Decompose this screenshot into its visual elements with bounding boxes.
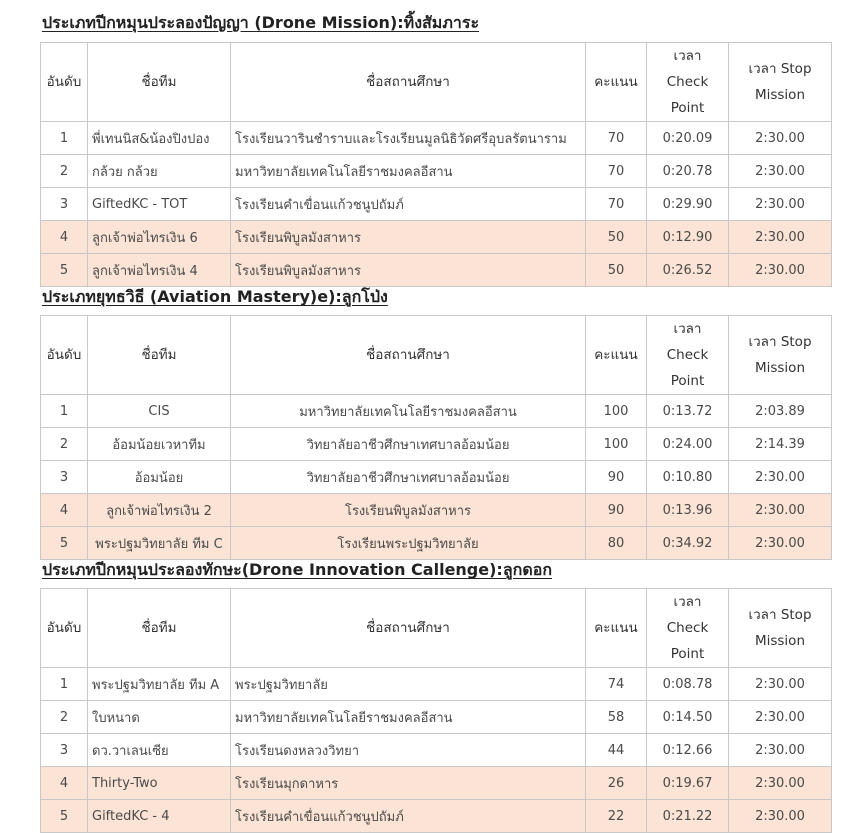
cell-school: โรงเรียนดงหลวงวิทยา: [231, 734, 586, 767]
cell-team: Thirty-Two: [88, 767, 231, 800]
table-header-row: [41, 43, 832, 122]
cell-rank: 5: [41, 800, 88, 833]
cell-rank: 1: [41, 668, 88, 701]
cell-school: มหาวิทยาลัยเทคโนโลยีราชมงคลอีสาน: [231, 395, 586, 428]
cell-team: พี่เทนนิส&น้องปิงปอง: [88, 122, 231, 155]
cell-rank: 3: [41, 461, 88, 494]
cell-team: ลูกเจ้าพ่อไทรเงิน 6: [88, 221, 231, 254]
header-team: ชื่อทีม: [88, 316, 231, 395]
cell-check-point: 0:20.78: [647, 155, 729, 188]
table-row: [41, 527, 832, 560]
cell-rank: 1: [41, 395, 88, 428]
cell-school: โรงเรียนคำเขื่อนแก้วชนูปถัมภ์: [231, 800, 586, 833]
cell-rank: 4: [41, 221, 88, 254]
cell-rank: 3: [41, 188, 88, 221]
table-row: [41, 494, 832, 527]
table-row: [41, 122, 832, 155]
cell-school: โรงเรียนพิบูลมังสาหาร: [231, 494, 586, 527]
cell-rank: 2: [41, 428, 88, 461]
cell-stop-mission: 2:30.00: [729, 527, 832, 560]
cell-stop-mission: 2:30.00: [729, 494, 832, 527]
header-score: คะแนน: [586, 316, 647, 395]
cell-stop-mission: 2:30.00: [729, 800, 832, 833]
header-stop-mission: เวลา Stop Mission: [729, 316, 832, 395]
cell-team: ใบหนาด: [88, 701, 231, 734]
cell-score: 70: [586, 122, 647, 155]
cell-check-point: 0:12.66: [647, 734, 729, 767]
cell-team: CIS: [88, 395, 231, 428]
cell-school: โรงเรียนวารินชำราบและโรงเรียนมูลนิธิวัดศรีอุบลรัตนาราม: [231, 122, 586, 155]
cell-stop-mission: 2:30.00: [729, 767, 832, 800]
header-rank: อันดับ: [41, 43, 88, 122]
cell-school: โรงเรียนพิบูลมังสาหาร: [231, 254, 586, 287]
cell-stop-mission: 2:30.00: [729, 155, 832, 188]
header-check-point: เวลา Check Point: [647, 316, 729, 395]
cell-team: กล้วย กล้วย: [88, 155, 231, 188]
cell-score: 44: [586, 734, 647, 767]
cell-rank: 3: [41, 734, 88, 767]
table-row: [41, 668, 832, 701]
cell-rank: 2: [41, 155, 88, 188]
cell-stop-mission: 2:30.00: [729, 734, 832, 767]
cell-team: พระปฐมวิทยาลัย ทีม A: [88, 668, 231, 701]
cell-check-point: 0:29.90: [647, 188, 729, 221]
table-header-row: [41, 316, 832, 395]
cell-school: วิทยาลัยอาชีวศึกษาเทศบาลอ้อมน้อย: [231, 461, 586, 494]
cell-score: 50: [586, 254, 647, 287]
cell-rank: 4: [41, 767, 88, 800]
header-score: คะแนน: [586, 43, 647, 122]
cell-score: 100: [586, 395, 647, 428]
cell-stop-mission: 2:30.00: [729, 668, 832, 701]
header-stop-mission: เวลา Stop Mission: [729, 43, 832, 122]
cell-check-point: 0:26.52: [647, 254, 729, 287]
header-team: ชื่อทีม: [88, 43, 231, 122]
cell-rank: 4: [41, 494, 88, 527]
cell-team: อ้อมน้อยเวหาทีม: [88, 428, 231, 461]
cell-school: วิทยาลัยอาชีวศึกษาเทศบาลอ้อมน้อย: [231, 428, 586, 461]
cell-stop-mission: 2:30.00: [729, 461, 832, 494]
cell-stop-mission: 2:30.00: [729, 701, 832, 734]
cell-check-point: 0:24.00: [647, 428, 729, 461]
results-table: [40, 588, 832, 833]
header-school: ชื่อสถานศึกษา: [231, 43, 586, 122]
cell-rank: 5: [41, 254, 88, 287]
cell-score: 70: [586, 155, 647, 188]
header-rank: อันดับ: [41, 316, 88, 395]
cell-check-point: 0:08.78: [647, 668, 729, 701]
cell-school: มหาวิทยาลัยเทคโนโลยีราชมงคลอีสาน: [231, 155, 586, 188]
cell-rank: 5: [41, 527, 88, 560]
results-table: [40, 42, 832, 287]
cell-score: 58: [586, 701, 647, 734]
cell-team: พระปฐมวิทยาลัย ทีม C: [88, 527, 231, 560]
header-rank: อันดับ: [41, 589, 88, 668]
table-row: [41, 701, 832, 734]
section-title: ประเภทยุทธวิธี (Aviation Mastery)e):ลูกโป่ง: [42, 287, 388, 306]
cell-stop-mission: 2:30.00: [729, 221, 832, 254]
cell-check-point: 0:12.90: [647, 221, 729, 254]
cell-rank: 2: [41, 701, 88, 734]
cell-stop-mission: 2:30.00: [729, 122, 832, 155]
section-title: ประเภทปีกหมุนประลองทักษะ(Drone Innovation Callenge):ลูกดอก: [42, 560, 552, 579]
cell-score: 90: [586, 461, 647, 494]
cell-score: 70: [586, 188, 647, 221]
cell-check-point: 0:13.72: [647, 395, 729, 428]
header-check-point: เวลา Check Point: [647, 589, 729, 668]
cell-score: 100: [586, 428, 647, 461]
table-row: [41, 395, 832, 428]
table-header-row: [41, 589, 832, 668]
header-team: ชื่อทีม: [88, 589, 231, 668]
table-row: [41, 188, 832, 221]
cell-team: ลูกเจ้าพ่อไทรเงิน 4: [88, 254, 231, 287]
cell-stop-mission: 2:14.39: [729, 428, 832, 461]
cell-check-point: 0:10.80: [647, 461, 729, 494]
header-school: ชื่อสถานศึกษา: [231, 316, 586, 395]
cell-score: 50: [586, 221, 647, 254]
cell-stop-mission: 2:30.00: [729, 254, 832, 287]
cell-check-point: 0:34.92: [647, 527, 729, 560]
cell-score: 90: [586, 494, 647, 527]
cell-school: พระปฐมวิทยาลัย: [231, 668, 586, 701]
table-row: [41, 254, 832, 287]
header-score: คะแนน: [586, 589, 647, 668]
cell-team: GiftedKC - 4: [88, 800, 231, 833]
cell-school: โรงเรียนคำเขื่อนแก้วชนูปถัมภ์: [231, 188, 586, 221]
cell-score: 26: [586, 767, 647, 800]
cell-team: ดว.วาเลนเซีย: [88, 734, 231, 767]
table-row: [41, 734, 832, 767]
cell-score: 80: [586, 527, 647, 560]
header-stop-mission: เวลา Stop Mission: [729, 589, 832, 668]
cell-school: โรงเรียนมุกดาหาร: [231, 767, 586, 800]
cell-check-point: 0:13.96: [647, 494, 729, 527]
cell-stop-mission: 2:30.00: [729, 188, 832, 221]
table-row: [41, 767, 832, 800]
cell-check-point: 0:14.50: [647, 701, 729, 734]
cell-school: โรงเรียนพระปฐมวิทยาลัย: [231, 527, 586, 560]
table-row: [41, 221, 832, 254]
cell-check-point: 0:20.09: [647, 122, 729, 155]
cell-score: 74: [586, 668, 647, 701]
cell-score: 22: [586, 800, 647, 833]
results-table: [40, 315, 832, 560]
cell-rank: 1: [41, 122, 88, 155]
table-row: [41, 428, 832, 461]
cell-check-point: 0:21.22: [647, 800, 729, 833]
cell-team: GiftedKC - TOT: [88, 188, 231, 221]
cell-check-point: 0:19.67: [647, 767, 729, 800]
cell-team: อ้อมน้อย: [88, 461, 231, 494]
header-check-point: เวลา Check Point: [647, 43, 729, 122]
table-row: [41, 800, 832, 833]
section-title: ประเภทปีกหมุนประลองปัญญา (Drone Mission):ทิ้งสัมภาระ: [42, 13, 480, 32]
cell-team: ลูกเจ้าพ่อไทรเงิน 2: [88, 494, 231, 527]
cell-school: มหาวิทยาลัยเทคโนโลยีราชมงคลอีสาน: [231, 701, 586, 734]
header-school: ชื่อสถานศึกษา: [231, 589, 586, 668]
table-row: [41, 461, 832, 494]
cell-school: โรงเรียนพิบูลมังสาหาร: [231, 221, 586, 254]
table-row: [41, 155, 832, 188]
cell-stop-mission: 2:03.89: [729, 395, 832, 428]
